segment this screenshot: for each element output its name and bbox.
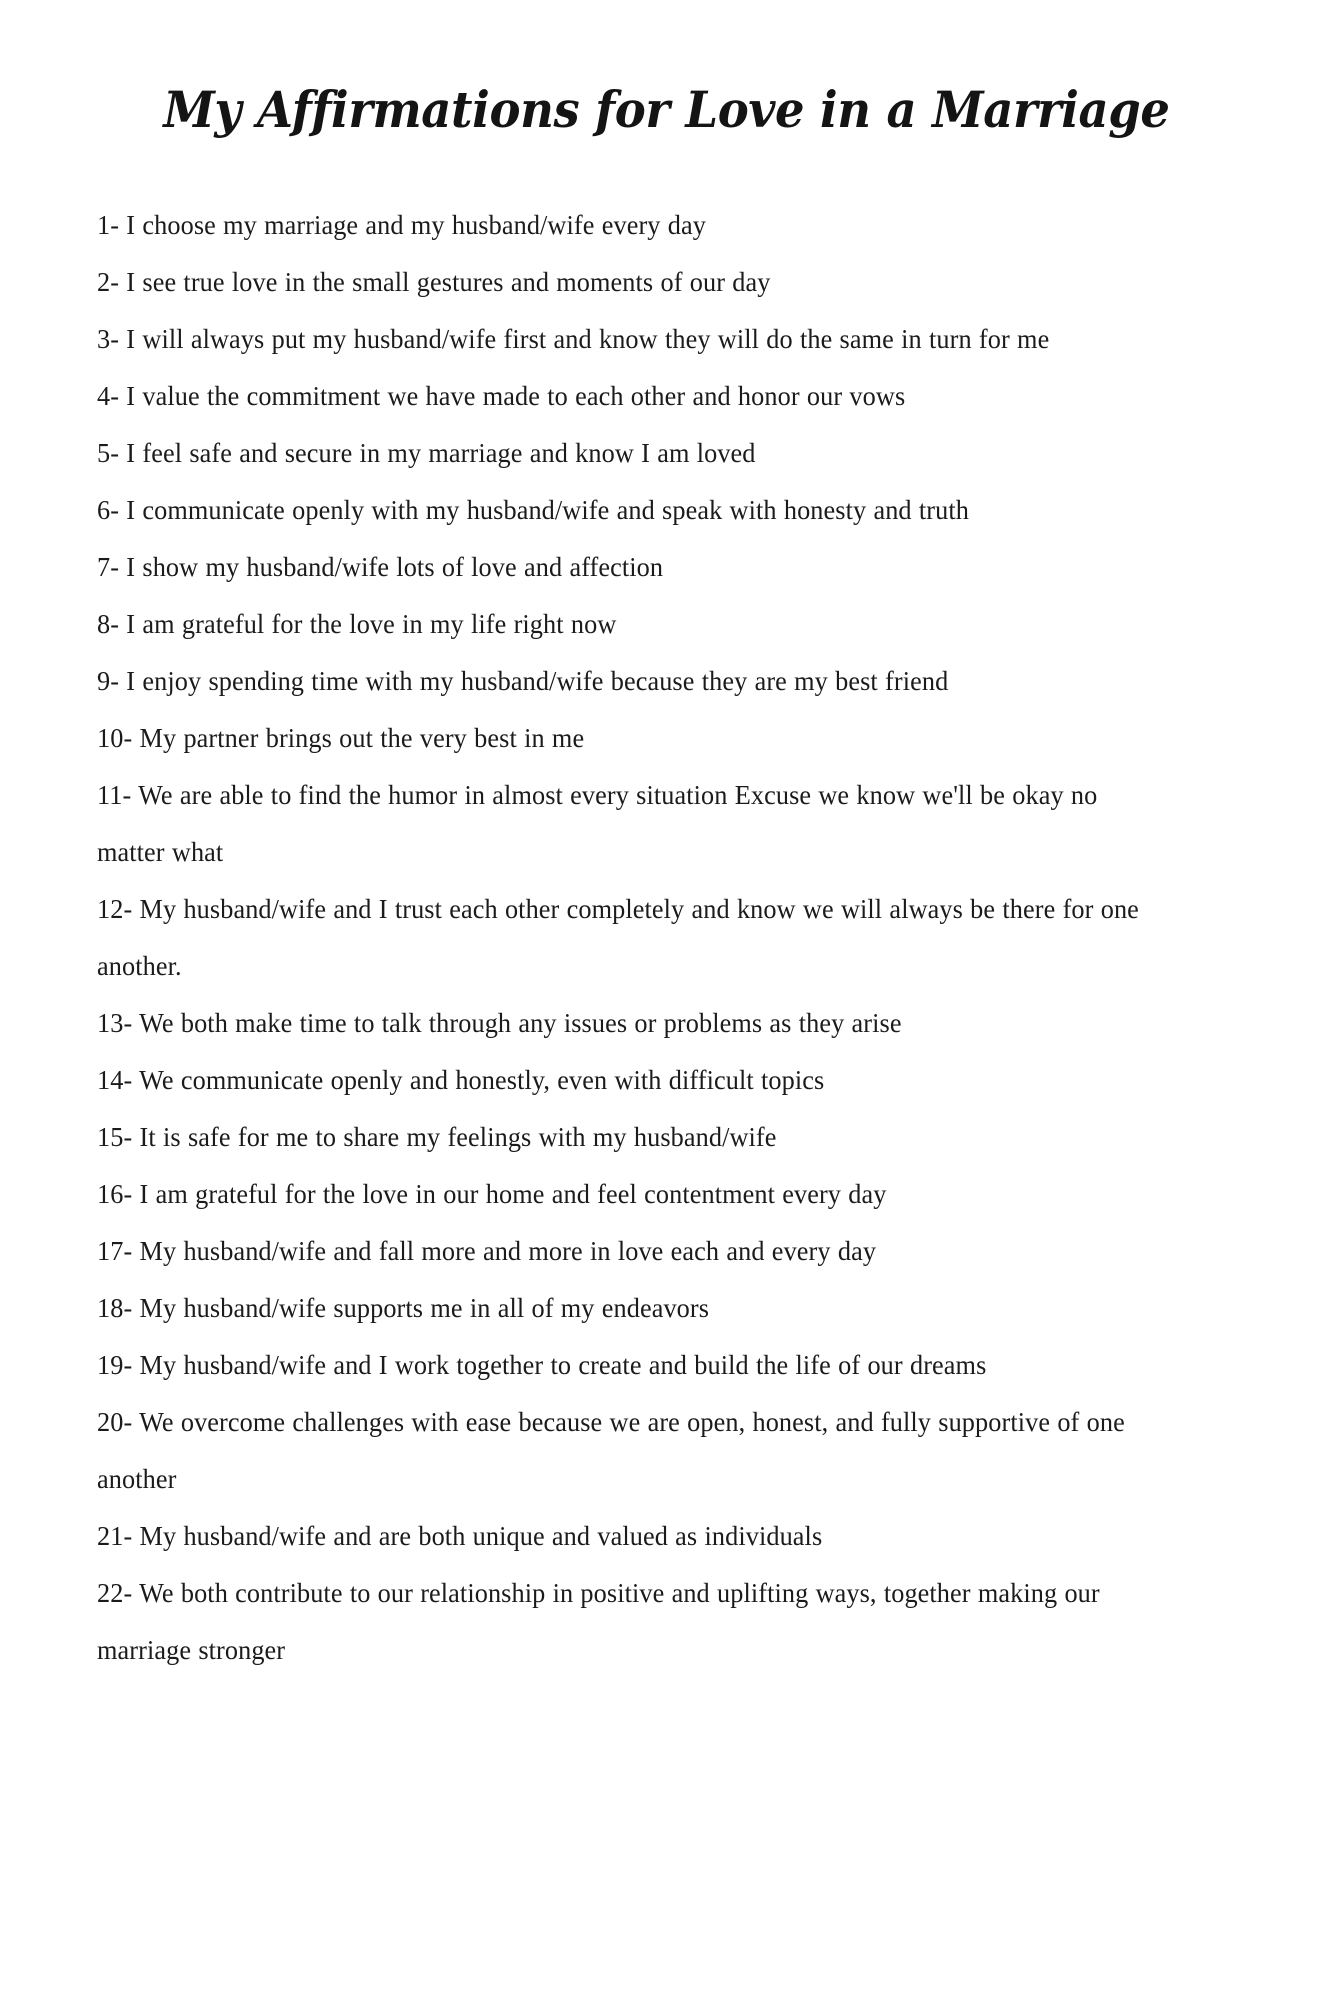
affirmation-number: 6-	[97, 494, 120, 525]
affirmation-number: 15-	[97, 1121, 133, 1152]
affirmation-number: 19-	[97, 1349, 133, 1380]
affirmation-item	[97, 253, 1160, 310]
affirmation-text: I see true love in the small gestures and moments of our day	[126, 266, 771, 297]
affirmation-number: 4-	[97, 380, 120, 411]
affirmation-item	[97, 367, 1160, 424]
affirmation-number: 11-	[97, 779, 132, 810]
affirmation-item	[97, 310, 1160, 367]
page-title: My Affirmations for Love in a Marriage	[163, 80, 1170, 139]
affirmation-number: 20-	[97, 1406, 133, 1437]
affirmation-item	[97, 595, 1160, 652]
affirmation-text: My husband/wife and are both unique and valued as individuals	[139, 1520, 823, 1551]
affirmation-text: My husband/wife and I trust each other completely and know we will always be there for one another.	[97, 893, 1139, 981]
affirmation-item	[97, 1507, 1160, 1564]
affirmation-text: I value the commitment we have made to each other and honor our vows	[126, 380, 906, 411]
affirmation-item	[97, 1279, 1160, 1336]
affirmation-text: It is safe for me to share my feelings with my husband/wife	[139, 1121, 777, 1152]
affirmation-item	[97, 1051, 1160, 1108]
affirmation-number: 21-	[97, 1520, 133, 1551]
affirmation-number: 3-	[97, 323, 120, 354]
affirmation-number: 10-	[97, 722, 133, 753]
affirmation-number: 13-	[97, 1007, 133, 1038]
affirmation-text: My husband/wife and I work together to create and build the life of our dreams	[139, 1349, 987, 1380]
affirmation-text: I will always put my husband/wife first and know they will do the same in turn for me	[126, 323, 1050, 354]
affirmation-item	[97, 1108, 1160, 1165]
affirmation-text: We both make time to talk through any issues or problems as they arise	[139, 1007, 902, 1038]
affirmation-text: We overcome challenges with ease because we are open, honest, and fully supportive of one another	[97, 1406, 1125, 1494]
affirmation-number: 9-	[97, 665, 120, 696]
affirmation-text: My husband/wife and fall more and more in love each and every day	[139, 1235, 877, 1266]
affirmation-item	[97, 880, 1160, 994]
affirmation-item	[97, 538, 1160, 595]
affirmation-text: I enjoy spending time with my husband/wife because they are my best friend	[126, 665, 949, 696]
affirmation-number: 12-	[97, 893, 133, 924]
affirmation-number: 5-	[97, 437, 120, 468]
affirmation-item	[97, 652, 1160, 709]
affirmation-text: My husband/wife supports me in all of my endeavors	[139, 1292, 710, 1323]
affirmation-text: I show my husband/wife lots of love and affection	[126, 551, 664, 582]
affirmation-number: 8-	[97, 608, 120, 639]
affirmation-text: We are able to find the humor in almost every situation Excuse we know we'll be okay no matter what	[97, 779, 1098, 867]
affirmation-number: 22-	[97, 1577, 133, 1608]
affirmation-item	[97, 766, 1160, 880]
affirmation-text: I communicate openly with my husband/wife and speak with honesty and truth	[126, 494, 969, 525]
affirmation-item	[97, 196, 1160, 253]
affirmation-item	[97, 481, 1160, 538]
affirmation-number: 17-	[97, 1235, 133, 1266]
affirmation-item	[97, 1393, 1160, 1507]
affirmations-list	[97, 196, 1210, 1678]
affirmation-number: 14-	[97, 1064, 133, 1095]
affirmation-item	[97, 1564, 1160, 1678]
affirmation-item	[97, 1336, 1160, 1393]
affirmation-number: 7-	[97, 551, 120, 582]
affirmation-text: I choose my marriage and my husband/wife every day	[126, 209, 706, 240]
affirmation-item	[97, 709, 1160, 766]
affirmation-text: I feel safe and secure in my marriage and know I am loved	[126, 437, 756, 468]
affirmation-number: 16-	[97, 1178, 133, 1209]
affirmation-text: I am grateful for the love in our home and feel contentment every day	[139, 1178, 887, 1209]
affirmation-text: We both contribute to our relationship in positive and uplifting ways, together making our marriage stronger	[97, 1577, 1100, 1665]
affirmation-text: We communicate openly and honestly, even with difficult topics	[139, 1064, 825, 1095]
affirmation-item	[97, 994, 1160, 1051]
affirmation-text: My partner brings out the very best in me	[139, 722, 585, 753]
affirmation-item	[97, 424, 1160, 481]
affirmation-item	[97, 1165, 1160, 1222]
affirmation-item	[97, 1222, 1160, 1279]
affirmation-number: 2-	[97, 266, 120, 297]
affirmation-text: I am grateful for the love in my life right now	[126, 608, 617, 639]
affirmation-number: 18-	[97, 1292, 133, 1323]
affirmation-number: 1-	[97, 209, 120, 240]
